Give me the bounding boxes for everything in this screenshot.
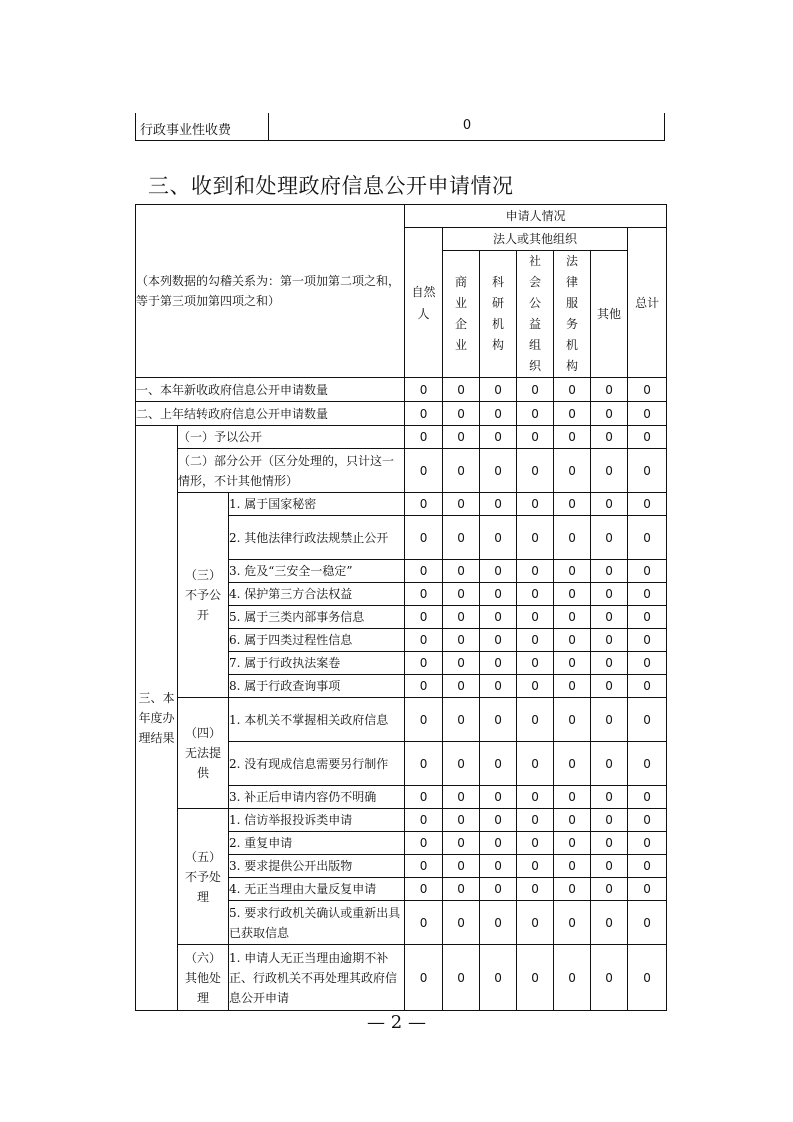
- table-cell-value: 0: [517, 742, 554, 786]
- applicant-header: 申请人情况: [405, 205, 667, 228]
- table-row: [136, 378, 667, 402]
- row-label: 7. 属于行政执法案卷: [229, 652, 405, 675]
- table-cell-value: 0: [591, 652, 628, 675]
- table-cell-value: 0: [517, 809, 554, 832]
- table-cell-value: 0: [517, 901, 554, 945]
- table-cell-value: 0: [480, 426, 517, 449]
- table-row: [136, 493, 667, 516]
- table-cell-value: 0: [443, 402, 480, 426]
- row-label: 4. 保护第三方合法权益: [229, 583, 405, 606]
- group6-label: （六）其他处理: [178, 945, 229, 1011]
- table-cell-value: 0: [480, 786, 517, 809]
- table-cell-value: 0: [591, 449, 628, 493]
- table-cell-value: 0: [554, 878, 591, 901]
- table-cell-value: 0: [628, 378, 667, 402]
- row-label: 2. 其他法律行政法规禁止公开: [229, 516, 405, 560]
- table-cell-value: 0: [591, 629, 628, 652]
- table-cell-value: 0: [591, 402, 628, 426]
- table-cell-value: 0: [517, 832, 554, 855]
- table-cell-value: 0: [517, 560, 554, 583]
- table-cell-value: 0: [443, 878, 480, 901]
- table-cell-value: 0: [554, 426, 591, 449]
- table-cell-value: 0: [628, 855, 667, 878]
- total-header: 总计: [628, 228, 667, 378]
- table-row: [136, 402, 667, 426]
- table-cell-value: 0: [405, 786, 443, 809]
- table-cell-value: 0: [554, 583, 591, 606]
- table-cell-value: 0: [591, 742, 628, 786]
- row-label: 二、上年结转政府信息公开申请数量: [136, 402, 405, 426]
- table-cell-value: 0: [591, 583, 628, 606]
- table-cell-value: 0: [405, 583, 443, 606]
- table-cell-value: 0: [480, 606, 517, 629]
- table-cell-value: 0: [443, 945, 480, 1011]
- table-cell-value: 0: [405, 378, 443, 402]
- table-cell-value: 0: [554, 516, 591, 560]
- table-cell-value: 0: [443, 378, 480, 402]
- table-cell-value: 0: [405, 629, 443, 652]
- table-cell-value: 0: [554, 675, 591, 698]
- table-cell-value: 0: [443, 832, 480, 855]
- table-row: [136, 449, 667, 493]
- row-label: 1. 属于国家秘密: [229, 493, 405, 516]
- row-label: 5. 属于三类内部事务信息: [229, 606, 405, 629]
- table-cell-value: 0: [517, 675, 554, 698]
- table-row: [136, 698, 667, 742]
- table-cell-value: 0: [480, 832, 517, 855]
- table-cell-value: 0: [405, 516, 443, 560]
- table-cell-value: 0: [517, 516, 554, 560]
- table-cell-value: 0: [517, 583, 554, 606]
- table-cell-value: 0: [480, 698, 517, 742]
- sub-header-business: 商业企业: [443, 251, 480, 378]
- table-cell-value: 0: [480, 493, 517, 516]
- table-cell-value: 0: [443, 742, 480, 786]
- table-cell-value: 0: [480, 675, 517, 698]
- sub-header-research: 科研机构: [480, 251, 517, 378]
- table-row: [136, 809, 667, 832]
- group4-label: （四）无法提供: [178, 698, 229, 809]
- table-cell-value: 0: [554, 493, 591, 516]
- table-cell-value: 0: [628, 832, 667, 855]
- table-cell-value: 0: [591, 901, 628, 945]
- table-cell-value: 0: [591, 675, 628, 698]
- table-cell-value: 0: [591, 945, 628, 1011]
- row-label: 一、本年新收政府信息公开申请数量: [136, 378, 405, 402]
- group5-label: （五）不予处理: [178, 809, 229, 945]
- table-cell-value: 0: [591, 698, 628, 742]
- table-cell-value: 0: [405, 606, 443, 629]
- table-cell-value: 0: [591, 809, 628, 832]
- table-cell-value: 0: [480, 878, 517, 901]
- table-cell-value: 0: [443, 855, 480, 878]
- table-cell-value: 0: [591, 560, 628, 583]
- table-cell-value: 0: [554, 901, 591, 945]
- table-cell-value: 0: [443, 606, 480, 629]
- table-cell-value: 0: [517, 786, 554, 809]
- table-cell-value: 0: [480, 652, 517, 675]
- table-cell-value: 0: [405, 878, 443, 901]
- table-cell-value: 0: [628, 742, 667, 786]
- table-cell-value: 0: [628, 698, 667, 742]
- table-cell-value: 0: [517, 698, 554, 742]
- table-cell-value: 0: [405, 742, 443, 786]
- table-cell-value: 0: [554, 606, 591, 629]
- table-cell-value: 0: [405, 426, 443, 449]
- table-cell-value: 0: [443, 786, 480, 809]
- section3-label: 三、本年度办理结果: [136, 426, 178, 1011]
- table-cell-value: 0: [405, 449, 443, 493]
- table-cell-value: 0: [480, 449, 517, 493]
- table-cell-value: 0: [480, 378, 517, 402]
- table-cell-value: 0: [628, 901, 667, 945]
- table-cell-value: 0: [628, 786, 667, 809]
- table-cell-value: 0: [628, 629, 667, 652]
- table-cell-value: 0: [480, 742, 517, 786]
- table-cell-value: 0: [480, 516, 517, 560]
- table-cell-value: 0: [443, 560, 480, 583]
- row-label: 1. 信访举报投诉类申请: [229, 809, 405, 832]
- table-note: （本列数据的勾稽关系为：第一项加第二项之和，等于第三项加第四项之和）: [136, 205, 405, 378]
- table-cell-value: 0: [554, 742, 591, 786]
- table-cell-value: 0: [443, 675, 480, 698]
- table-cell-value: 0: [480, 629, 517, 652]
- table-cell-value: 0: [517, 378, 554, 402]
- row-label: （一）予以公开: [178, 426, 405, 449]
- table-cell-value: 0: [443, 426, 480, 449]
- table-cell-value: 0: [628, 675, 667, 698]
- table-cell-value: 0: [554, 449, 591, 493]
- table-cell-value: 0: [628, 809, 667, 832]
- row-label: 2. 重复申请: [229, 832, 405, 855]
- table-cell-value: 0: [628, 402, 667, 426]
- table-cell-value: 0: [480, 901, 517, 945]
- table-cell-value: 0: [517, 402, 554, 426]
- table-cell-value: 0: [554, 832, 591, 855]
- table-cell-value: 0: [405, 675, 443, 698]
- table-cell-value: 0: [591, 378, 628, 402]
- table-cell-value: 0: [628, 945, 667, 1011]
- table-cell-value: 0: [554, 378, 591, 402]
- table-cell-value: 0: [405, 402, 443, 426]
- table-cell-value: 0: [628, 516, 667, 560]
- row-label: 4. 无正当理由大量反复申请: [229, 878, 405, 901]
- table-cell-value: 0: [443, 698, 480, 742]
- row-label: 8. 属于行政查询事项: [229, 675, 405, 698]
- table-cell-value: 0: [405, 945, 443, 1011]
- table-cell-value: 0: [554, 855, 591, 878]
- table-cell-value: 0: [480, 855, 517, 878]
- table-cell-value: 0: [591, 832, 628, 855]
- row-label: （二）部分公开（区分处理的，只计这一情形，不计其他情形）: [178, 449, 405, 493]
- row-label: 3. 补正后申请内容仍不明确: [229, 786, 405, 809]
- table-cell-value: 0: [554, 402, 591, 426]
- table-cell-value: 0: [628, 652, 667, 675]
- sub-header-legal-service: 法律服务机构: [554, 251, 591, 378]
- table-cell-value: 0: [443, 583, 480, 606]
- table-cell-value: 0: [628, 493, 667, 516]
- table-cell-value: 0: [591, 426, 628, 449]
- table-cell-value: 0: [443, 901, 480, 945]
- table-cell-value: 0: [591, 786, 628, 809]
- table-cell-value: 0: [628, 449, 667, 493]
- table-cell-value: 0: [405, 493, 443, 516]
- table-cell-value: 0: [405, 855, 443, 878]
- table-cell-value: 0: [405, 652, 443, 675]
- row-label: 3. 要求提供公开出版物: [229, 855, 405, 878]
- table-cell-value: 0: [480, 945, 517, 1011]
- table-cell-value: 0: [591, 516, 628, 560]
- row-label: 1. 申请人无正当理由逾期不补正、行政机关不再处理其政府信息公开申请: [229, 945, 405, 1011]
- table-cell-value: 0: [443, 516, 480, 560]
- application-table: [135, 204, 667, 1011]
- table-cell-value: 0: [443, 629, 480, 652]
- page-number: — 2 —: [367, 1012, 426, 1033]
- table-cell-value: 0: [517, 855, 554, 878]
- group3-label: （三）不予公开: [178, 493, 229, 698]
- table-cell-value: 0: [517, 493, 554, 516]
- table-cell-value: 0: [628, 560, 667, 583]
- table-cell-value: 0: [480, 402, 517, 426]
- table-cell-value: 0: [405, 832, 443, 855]
- sub-header-other: 其他: [591, 251, 628, 378]
- table-cell-value: 0: [405, 698, 443, 742]
- table-cell-value: 0: [443, 809, 480, 832]
- table-cell-value: 0: [628, 426, 667, 449]
- sub-header-public-welfare: 社会公益组织: [517, 251, 554, 378]
- table-cell-value: 0: [628, 878, 667, 901]
- table-cell-value: 0: [443, 449, 480, 493]
- table-cell-value: 0: [517, 652, 554, 675]
- table-cell-value: 0: [517, 449, 554, 493]
- table-cell-value: 0: [405, 901, 443, 945]
- fee-label: 行政事业性收费: [140, 123, 232, 138]
- table-cell-value: 0: [554, 945, 591, 1011]
- table-cell-value: 0: [591, 855, 628, 878]
- table-cell-value: 0: [443, 493, 480, 516]
- row-label: 6. 属于四类过程性信息: [229, 629, 405, 652]
- section-title: 三、收到和处理政府信息公开申请情况: [148, 174, 514, 198]
- table-cell-value: 0: [405, 809, 443, 832]
- table-cell-value: 0: [554, 652, 591, 675]
- table-cell-value: 0: [554, 809, 591, 832]
- natural-person-header: 自然人: [405, 228, 443, 378]
- row-label: 3. 危及“三安全一稳定”: [229, 560, 405, 583]
- row-label: 1. 本机关不掌握相关政府信息: [229, 698, 405, 742]
- table-cell-value: 0: [517, 878, 554, 901]
- table-cell-value: 0: [628, 583, 667, 606]
- legal-entity-header: 法人或其他组织: [443, 228, 628, 251]
- table-cell-value: 0: [554, 786, 591, 809]
- table-cell-value: 0: [517, 945, 554, 1011]
- table-cell-value: 0: [591, 493, 628, 516]
- table-cell-value: 0: [443, 652, 480, 675]
- fee-row: [135, 113, 665, 141]
- table-cell-value: 0: [480, 583, 517, 606]
- table-cell-value: 0: [591, 606, 628, 629]
- table-cell-value: 0: [591, 878, 628, 901]
- table-cell-value: 0: [517, 629, 554, 652]
- table-row: [136, 426, 667, 449]
- table-cell-value: 0: [480, 809, 517, 832]
- table-cell-value: 0: [628, 606, 667, 629]
- row-label: 5. 要求行政机关确认或重新出具已获取信息: [229, 901, 405, 945]
- table-cell-value: 0: [480, 560, 517, 583]
- table-cell-value: 0: [554, 629, 591, 652]
- table-cell-value: 0: [554, 698, 591, 742]
- table-cell-value: 0: [405, 560, 443, 583]
- row-label: 2. 没有现成信息需要另行制作: [229, 742, 405, 786]
- table-cell-value: 0: [517, 606, 554, 629]
- table-row: [136, 945, 667, 1011]
- table-cell-value: 0: [554, 560, 591, 583]
- fee-value: 0: [462, 118, 472, 133]
- table-cell-value: 0: [517, 426, 554, 449]
